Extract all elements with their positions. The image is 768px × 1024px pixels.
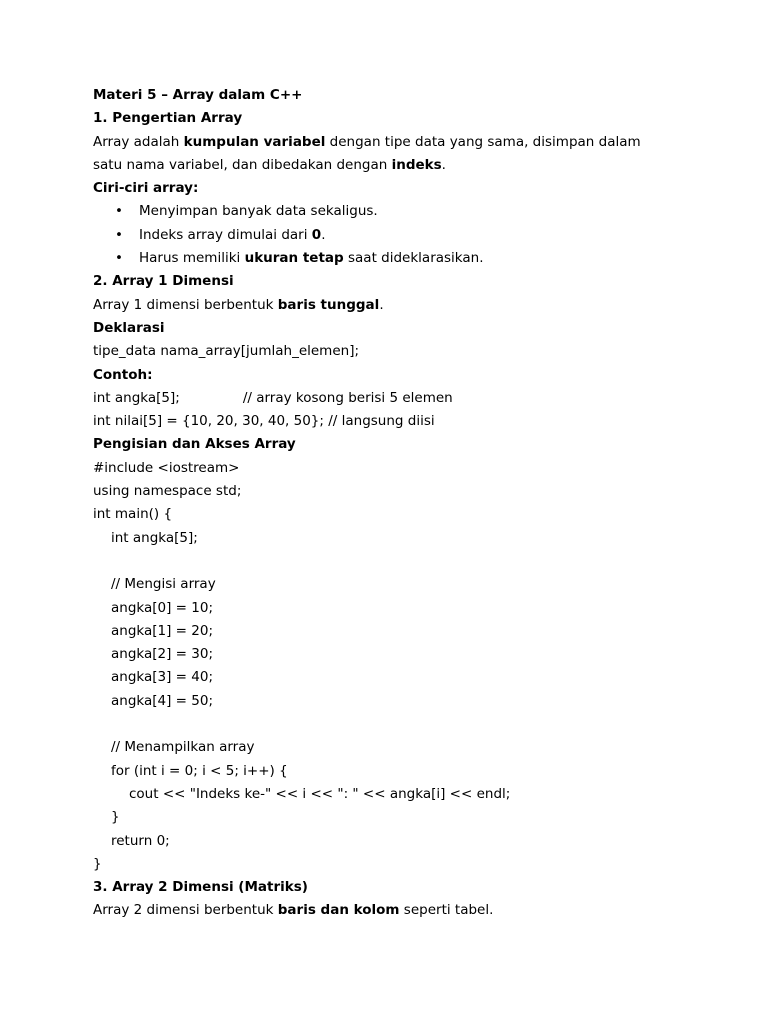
list-item-text: Harus memiliki: [139, 250, 245, 267]
section-heading-array-1d: 2. Array 1 Dimensi: [93, 273, 234, 290]
bold-text-run: baris tunggal: [277, 296, 380, 313]
list-item-text: Menyimpan banyak data sekaligus.: [139, 203, 378, 220]
code-line: // Menampilkan array: [111, 739, 255, 756]
document-page: [93, 84, 693, 923]
code-line: int angka[5];: [111, 529, 198, 546]
section-heading-pengertian: 1. Pengertian Array: [93, 110, 243, 127]
text-run: Array adalah: [93, 133, 184, 150]
code-line: int nilai[5] = {10, 20, 30, 40, 50}; // langsung diisi: [93, 413, 435, 430]
code-line: angka[4] = 50;: [111, 692, 213, 709]
paragraph-line: [93, 131, 693, 154]
text-run: .: [441, 156, 446, 173]
text-run: .: [379, 296, 384, 313]
code-line: [93, 387, 693, 410]
text-run: Array 2 dimensi berbentuk: [93, 902, 278, 919]
code-line: angka[3] = 40;: [111, 669, 213, 686]
code-line: }: [93, 855, 102, 872]
text-run: Array 1 dimensi berbentuk: [93, 296, 278, 313]
bullet-icon: •: [115, 226, 123, 243]
list-item: [93, 224, 693, 247]
code-line: angka[0] = 10;: [111, 599, 213, 616]
bold-text-run: ukuran tetap: [244, 250, 344, 267]
bold-text-run: indeks: [391, 156, 442, 173]
ciri-heading: Ciri-ciri array:: [93, 180, 199, 197]
bullet-icon: •: [115, 250, 123, 267]
code-line: #include <iostream>: [93, 459, 240, 476]
code-line: int main() {: [93, 506, 173, 523]
list-item-text: Indeks array dimulai dari: [139, 226, 312, 243]
bold-text-run: baris dan kolom: [277, 902, 400, 919]
text-run: dengan tipe data yang sama, disimpan dalam: [325, 133, 641, 150]
list-item: [93, 200, 693, 223]
code-comment: // array kosong berisi 5 elemen: [242, 389, 453, 406]
document-title: Materi 5 – Array dalam C++: [93, 87, 303, 103]
section-heading-array-2d: 3. Array 2 Dimensi (Matriks): [93, 879, 308, 896]
paragraph-line: [93, 154, 693, 177]
code-line: }: [111, 809, 120, 826]
text-run: saat dideklarasikan.: [343, 250, 484, 267]
deklarasi-heading: Deklarasi: [93, 319, 165, 336]
text-run: satu nama variabel, dan dibedakan dengan: [93, 156, 392, 173]
code-text: int angka[5];: [93, 389, 180, 406]
bold-text-run: kumpulan variabel: [183, 133, 326, 150]
code-line: tipe_data nama_array[jumlah_elemen];: [93, 343, 360, 360]
text-run: seperti tabel.: [399, 902, 494, 919]
code-line: for (int i = 0; i < 5; i++) {: [111, 762, 288, 779]
list-item: [93, 247, 693, 270]
code-line-blank: [93, 713, 693, 736]
text-run: .: [321, 226, 326, 243]
bold-text-run: 0: [311, 226, 322, 243]
akses-heading: Pengisian dan Akses Array: [93, 436, 296, 453]
code-line: using namespace std;: [93, 483, 242, 500]
code-line: angka[2] = 30;: [111, 646, 213, 663]
contoh-heading: Contoh:: [93, 366, 153, 383]
code-line: angka[1] = 20;: [111, 622, 213, 639]
code-line: cout << "Indeks ke-" << i << ": " << angka[i] << endl;: [129, 785, 511, 802]
bullet-icon: •: [115, 203, 123, 220]
code-line-blank: [93, 550, 693, 573]
code-line: // Mengisi array: [111, 576, 216, 593]
paragraph-line: [93, 899, 693, 922]
paragraph-line: [93, 294, 693, 317]
code-line: return 0;: [111, 832, 170, 849]
